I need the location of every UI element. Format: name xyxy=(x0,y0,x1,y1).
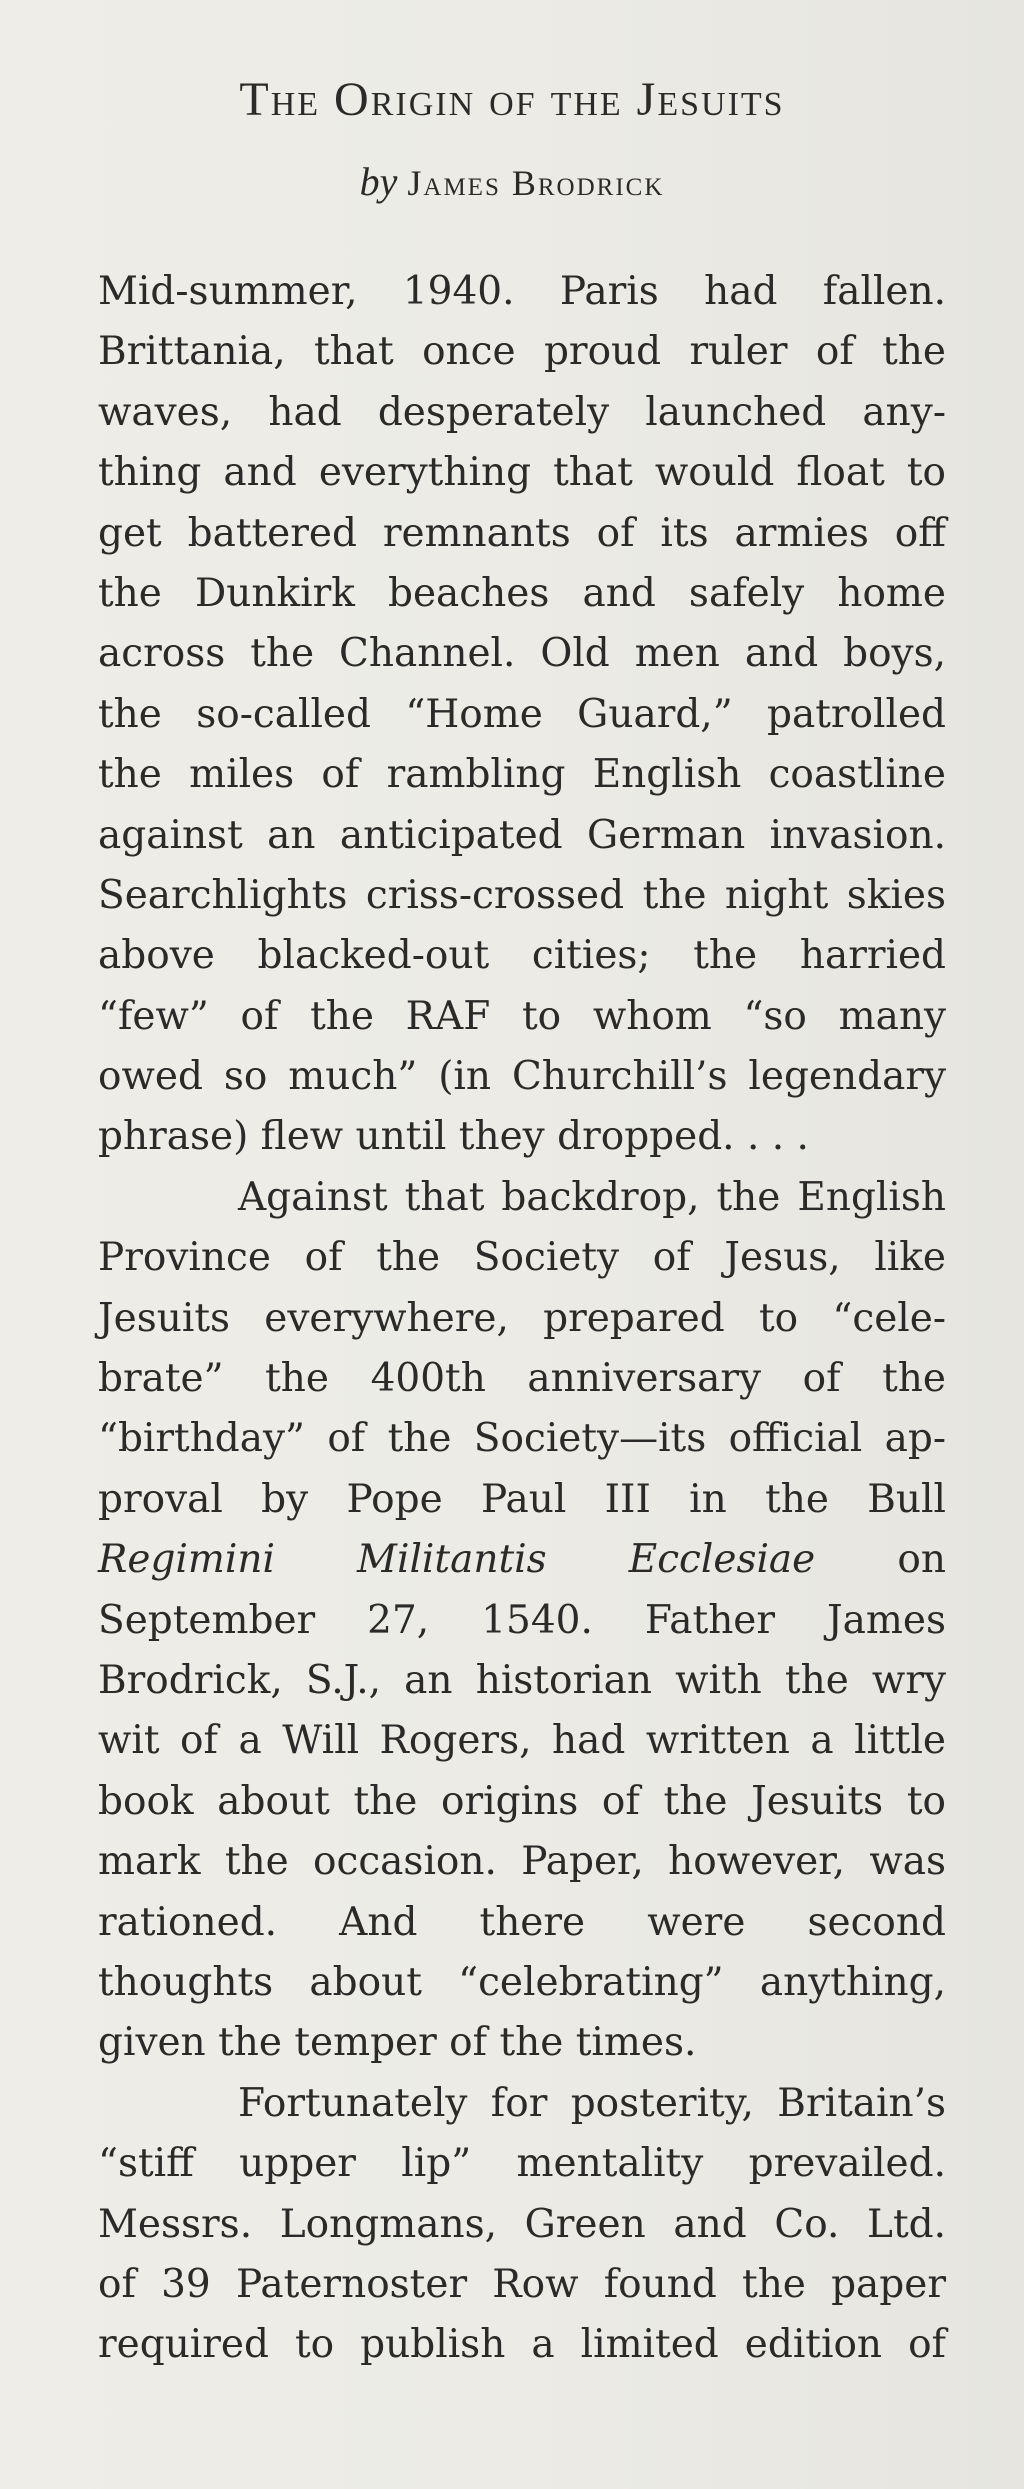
article-byline xyxy=(0,158,1024,205)
text-line: waves, had desperately launched any- xyxy=(98,389,946,435)
text-line: thing and everything that would float to xyxy=(98,450,946,496)
text-line: Fortunately for posterity, Britain’s xyxy=(238,2080,946,2126)
text-line: the miles of rambling English coastline xyxy=(98,752,946,798)
text-line: Jesuits everywhere, prepared to “cele- xyxy=(98,1295,946,1341)
text-line: mark the occasion. Paper, however, was xyxy=(98,1839,946,1885)
text-line: Against that backdrop, the English xyxy=(238,1174,946,1220)
text-line: given the temper of the times. xyxy=(98,2020,697,2066)
text-line: above blacked-out cities; the harried xyxy=(98,933,946,979)
text-line: get battered remnants of its armies off xyxy=(98,510,946,556)
text-line: rationed. And there were second xyxy=(98,1899,946,1945)
text-line: “birthday” of the Society—its official ap- xyxy=(98,1416,946,1462)
text-line: Mid-summer, 1940. Paris had fallen. xyxy=(98,269,946,314)
article-title: The Origin of the Jesuits xyxy=(239,73,785,126)
text-line: Province of the Society of Jesus, like xyxy=(98,1235,946,1281)
text-line: required to publish a limited edition of xyxy=(98,2322,946,2368)
text-line: Brittania, that once proud ruler of the xyxy=(98,329,946,375)
text-line: owed so much” (in Churchill’s legendary xyxy=(98,1054,946,1100)
text-line: Messrs. Longmans, Green and Co. Ltd. xyxy=(98,2201,946,2247)
text-line: of 39 Paternoster Row found the paper xyxy=(98,2261,946,2307)
text-line: brate” the 400th anniversary of the xyxy=(98,1356,946,1402)
text-line: “stiff upper lip” mentality prevailed. xyxy=(98,2141,946,2187)
text-line: Searchlights criss-crossed the night skies xyxy=(98,872,946,918)
text-line: against an anticipated German invasion. xyxy=(98,812,946,858)
text-line: phrase) flew until they dropped. . . . xyxy=(98,1114,809,1160)
text-line: book about the origins of the Jesuits to xyxy=(98,1778,946,1824)
article-body xyxy=(98,262,946,2376)
text-line: “few” of the RAF to whom “so many xyxy=(98,993,946,1039)
bull-title-italic: Regimini Militantis Ecclesiae xyxy=(98,1537,816,1583)
text-line: September 27, 1540. Father James xyxy=(98,1597,946,1643)
text-line: wit of a Will Rogers, had written a little xyxy=(98,1718,946,1764)
text-line: the Dunkirk beaches and safely home xyxy=(98,570,946,616)
byline-author: James Brodrick xyxy=(407,163,665,203)
text-line: the so-called “Home Guard,” patrolled xyxy=(98,691,946,737)
text-line: thoughts about “celebrating” anything, xyxy=(98,1959,946,2005)
text-line: proval by Pope Paul III in the Bull xyxy=(98,1476,946,1522)
text-line: Regimini Militantis Ecclesiae on xyxy=(98,1537,946,1583)
byline-by: by xyxy=(359,159,398,204)
text-line: across the Channel. Old men and boys, xyxy=(98,631,946,677)
text-line: Brodrick, S.J., an historian with the wry xyxy=(98,1657,946,1703)
